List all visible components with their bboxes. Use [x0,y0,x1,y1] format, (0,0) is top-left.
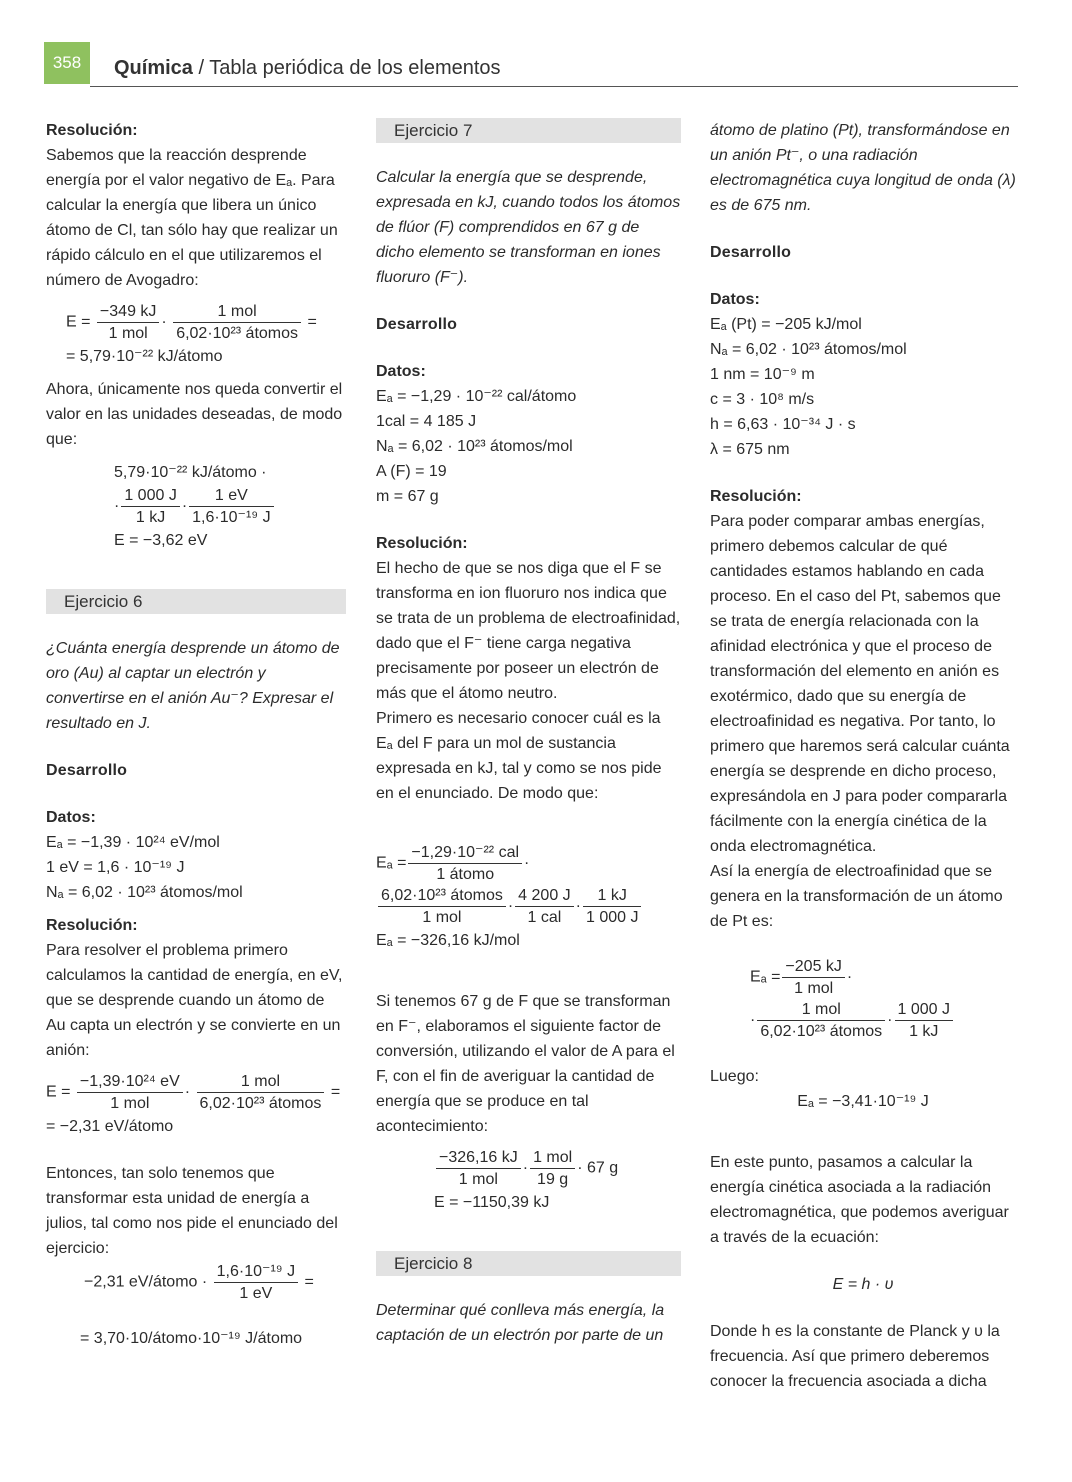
data-item: h = 6,63 · 10⁻³⁴ J · s [710,416,856,433]
equation-result: = 5,79·10⁻²² kJ/átomo [66,348,223,365]
data-item: Eₐ = −1,39 · 10²⁴ eV/mol [46,834,220,851]
header-rule [90,86,1018,87]
title-separator: / [192,57,210,79]
subject-name: Química [114,57,193,79]
equation-pt-energy: Eₐ = $\frac{-205 kJ}{\text{1 mol}}$ · · $\frac{\text{1 mol}}{\text{6,02·10²³ átomos}}$ · $\frac{1 000 J}{1 kJ}$ [710,956,1016,1042]
equation-joules: −2,31 eV/átomo · $\frac{\text{1,6·10⁻¹⁹ J}}{1 eV}$ = [84,1263,314,1302]
column-left [46,118,346,1351]
resolution-text: Sabemos que la reacción desprende energía por el valor negativo de Eₐ. Para calcular la energía que libera un único átomo de Cl, tan sólo hay que realizar un rápido cálculo en el que utilizaremos el número de Avogadro: [46,147,338,289]
data-item: Nₐ = 6,02 · 10²³ átomos/mol [710,341,907,358]
resolution-text: Primero es necesario conocer cuál es la Eₐ del F para un mol de sustancia expresada en kJ, tal y como se nos pide en el enunciado. De modo que: [376,710,662,802]
exercise-8-question-continued: átomo de platino (Pt), transformándose en un anión Pt⁻, o una radiación electromagnética cuya longitud de onda (λ) es de 675 nm. [710,122,1016,214]
data-item: 1cal = 4 185 J [376,413,477,430]
ahora-text: Ahora, únicamente nos queda convertir el valor en las unidades deseadas, de modo que: [46,381,343,448]
data-item: Nₐ = 6,02 · 10²³ átomos/mol [376,438,573,455]
equation-conversion: 5,79·10⁻²² kJ/átomo · · $\frac{1 000 J}{1 kJ}$ · $\frac{1 eV}{\text{1,6·10⁻¹⁹ J}}$ E = −3,62 eV [46,460,346,553]
entonces-text: Entonces, tan solo tenemos que transformar esta unidad de energía a julios, tal como nos pide el enunciado del ejercicio: [46,1165,338,1257]
donde-text: Donde h es la constante de Planck y υ la frecuencia. Así que primero deberemos conocer la frecuencia asociada a dicha [710,1323,1000,1390]
equation-result: Eₐ = −3,41·10⁻¹⁹ J [797,1093,929,1110]
luego-label: Luego: [710,1068,759,1085]
data-item: Eₐ (Pt) = −205 kJ/mol [710,316,862,333]
development-heading: Desarrollo [710,244,792,261]
resolution-heading: Resolución: [46,122,138,139]
equation-ev-per-atom: E = $\frac{\text{−1,39·10²⁴ eV}}{\text{1 mol}}$ · $\frac{\text{1 mol}}{\text{6,02·10²³ átomos}}$ = [46,1073,341,1112]
resolution-text: Para poder comparar ambas energías, primero debemos calcular de qué cantidades estamos hablando en cada proceso. En el caso del Pt, sabemos que se trata de energía relacionada con la afinidad electrónica y que el proceso de transformación del elemento en anión es exotérmico, dado que su energía de electroafinidad es negativa. Por tanto, lo primero que haremos será calcular cuánta energía se desprende en dicho proceso, expresándola en J para poder compararla fácilmente con la energía cinética de la onda electromagnética. [710,513,1010,855]
section-name: Tabla periódica de los elementos [209,57,501,79]
exercise-8-question: Determinar qué conlleva más energía, la captación de un electrón por parte de un [376,1302,665,1344]
equation-ea-per-mol: Eₐ = $\frac{\text{−1,29·10⁻²² cal}}{\text{1 átomo}}$ · $\frac{\text{6,02·10²³ átomos}}{\text{1 mol}}$ · $\frac{4 200 J}{\text{1 cal}}$ · $\frac{1 kJ}{1 000 J}$ Eₐ = −326,16 kJ/mol [376,842,681,953]
development-heading: Desarrollo [376,316,458,333]
exercise-7-question: Calcular la energía que se desprende, expresada en kJ, cuando todos los átomos de flúor (F) comprendidos en 67 g de dicho elemento se transforman en iones fluoruro (F⁻). [376,169,681,286]
data-item: 1 eV = 1,6 · 10⁻¹⁹ J [46,859,185,876]
resolution-text: Así la energía de electroafinidad que se genera en la transformación de un átomo de Pt es: [710,863,1003,930]
data-item: A (F) = 19 [376,463,447,480]
data-heading: Datos: [710,291,760,308]
resolution-heading: Resolución: [46,917,138,934]
exercise-6-question: ¿Cuánta energía desprende un átomo de oro (Au) al captar un electrón y convertirse en el anión Au⁻? Expresar el resultado en J. [46,640,340,732]
si-text: Si tenemos 67 g de F que se transforman en F⁻, elaboramos el siguiente factor de conversión, utilizando el valor de A para el F, con el fin de averiguar la cantidad de energía que se produce en tal acontecimiento: [376,993,675,1135]
data-heading: Datos: [46,809,96,826]
data-heading: Datos: [376,363,426,380]
data-item: Nₐ = 6,02 · 10²³ átomos/mol [46,884,243,901]
data-item: c = 3 · 10⁸ m/s [710,391,815,408]
page-header [44,42,1018,90]
column-middle [376,118,681,1348]
equation-total-energy: $\frac{-326,16 kJ}{\text{1 mol}}$ · $\frac{\text{1 mol}}{19 g}$ · 67 g E = −1150,39 kJ [434,1149,619,1211]
page-number: 358 [44,42,90,84]
equation-planck: E = h · υ [832,1276,894,1293]
equation-result: = 3,70·10/átomo·10⁻¹⁹ J/átomo [80,1330,303,1347]
column-right [710,118,1016,1394]
data-item: m = 67 g [376,488,439,505]
development-heading: Desarrollo [46,762,128,779]
exercise-8-title: Ejercicio 8 [376,1251,681,1276]
exercise-7-title: Ejercicio 7 [376,118,681,143]
resolution-heading: Resolución: [376,535,468,552]
resolution-text: El hecho de que se nos diga que el F se transforma en ion fluoruro nos indica que se trata de un problema de electroafinidad, dado que el F⁻ tiene carga negativa precisamente por poseer un electrón de más que el átomo neutro. [376,560,681,702]
running-title [114,57,501,80]
resolution-heading: Resolución: [710,488,802,505]
data-item: λ = 675 nm [710,441,790,458]
resolution-text: Para resolver el problema primero calculamos la cantidad de energía, en eV, que se desprende cuando un átomo de Au capta un electrón y se convierte en un anión: [46,942,343,1059]
data-item: Eₐ = −1,29 · 10⁻²² cal/átomo [376,388,577,405]
equation-e-per-atom: E = $\frac{-349 kJ}{\text{1 mol}}$ · $\frac{\text{1 mol}}{\text{6,02·10²³ átomos}}$ = [66,303,317,342]
exercise-6-title: Ejercicio 6 [46,589,346,614]
equation-result: = −2,31 eV/átomo [46,1118,174,1135]
data-item: 1 nm = 10⁻⁹ m [710,366,815,383]
punto-text: En este punto, pasamos a calcular la energía cinética asociada a la radiación electromagnética, que podemos averiguar a través de la ecuación: [710,1154,1009,1246]
